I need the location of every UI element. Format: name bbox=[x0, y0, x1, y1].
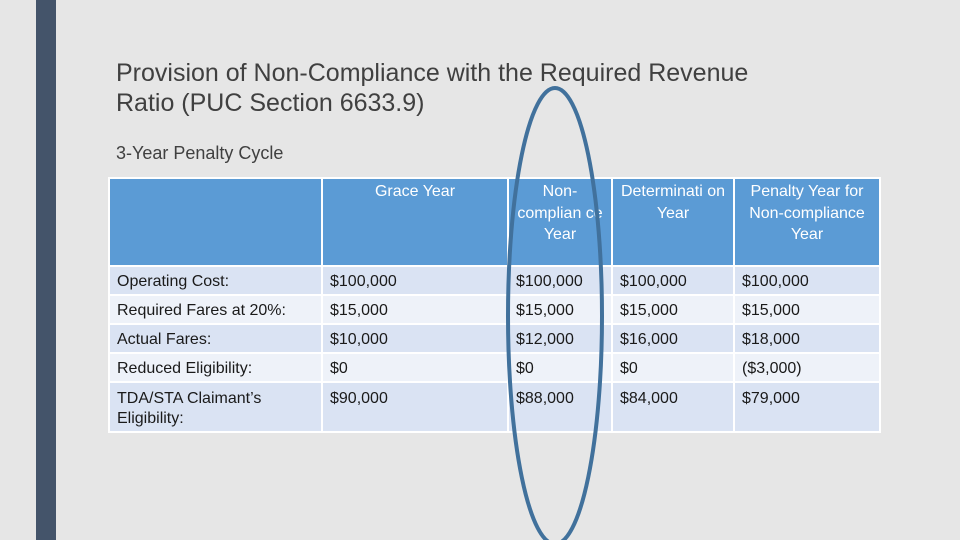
accent-bar bbox=[36, 0, 56, 540]
header-grace-year: Grace Year bbox=[322, 178, 508, 266]
row-label: Required Fares at 20%: bbox=[109, 295, 322, 324]
row-label: Actual Fares: bbox=[109, 324, 322, 353]
cell-determination: $100,000 bbox=[612, 266, 734, 295]
cell-grace: $15,000 bbox=[322, 295, 508, 324]
subtitle: 3-Year Penalty Cycle bbox=[116, 143, 284, 163]
cell-determination: $15,000 bbox=[612, 295, 734, 324]
table-header-row bbox=[109, 178, 880, 266]
cell-determination: $0 bbox=[612, 353, 734, 382]
row-label: Operating Cost: bbox=[109, 266, 322, 295]
cell-noncompliance: $12,000 bbox=[508, 324, 612, 353]
slide-title bbox=[116, 58, 876, 118]
cell-determination: $84,000 bbox=[612, 382, 734, 432]
header-noncompliance-year: Non-complian ce Year bbox=[508, 178, 612, 266]
row-label: Reduced Eligibility: bbox=[109, 353, 322, 382]
title-line-1: Provision of Non-Compliance with the Required Revenue bbox=[116, 59, 749, 87]
penalty-table bbox=[108, 177, 881, 433]
table-row-claimant-eligibility bbox=[109, 382, 880, 432]
cell-noncompliance: $15,000 bbox=[508, 295, 612, 324]
row-label: TDA/STA Claimant’s Eligibility: bbox=[109, 382, 322, 432]
cell-grace: $90,000 bbox=[322, 382, 508, 432]
header-empty bbox=[109, 178, 322, 266]
cell-grace: $10,000 bbox=[322, 324, 508, 353]
cell-penalty: $18,000 bbox=[734, 324, 880, 353]
header-penalty-year: Penalty Year for Non-compliance Year bbox=[734, 178, 880, 266]
cell-grace: $100,000 bbox=[322, 266, 508, 295]
title-line-2: Ratio (PUC Section 6633.9) bbox=[116, 89, 425, 117]
cell-determination: $16,000 bbox=[612, 324, 734, 353]
table-row-operating-cost bbox=[109, 266, 880, 295]
table-row-required-fares bbox=[109, 295, 880, 324]
cell-noncompliance: $100,000 bbox=[508, 266, 612, 295]
cell-penalty: $79,000 bbox=[734, 382, 880, 432]
cell-penalty: $15,000 bbox=[734, 295, 880, 324]
header-determination-year: Determinati on Year bbox=[612, 178, 734, 266]
table-row-reduced-eligibility bbox=[109, 353, 880, 382]
cell-noncompliance: $0 bbox=[508, 353, 612, 382]
cell-noncompliance: $88,000 bbox=[508, 382, 612, 432]
cell-penalty: $100,000 bbox=[734, 266, 880, 295]
cell-grace: $0 bbox=[322, 353, 508, 382]
table-row-actual-fares bbox=[109, 324, 880, 353]
cell-penalty: ($3,000) bbox=[734, 353, 880, 382]
